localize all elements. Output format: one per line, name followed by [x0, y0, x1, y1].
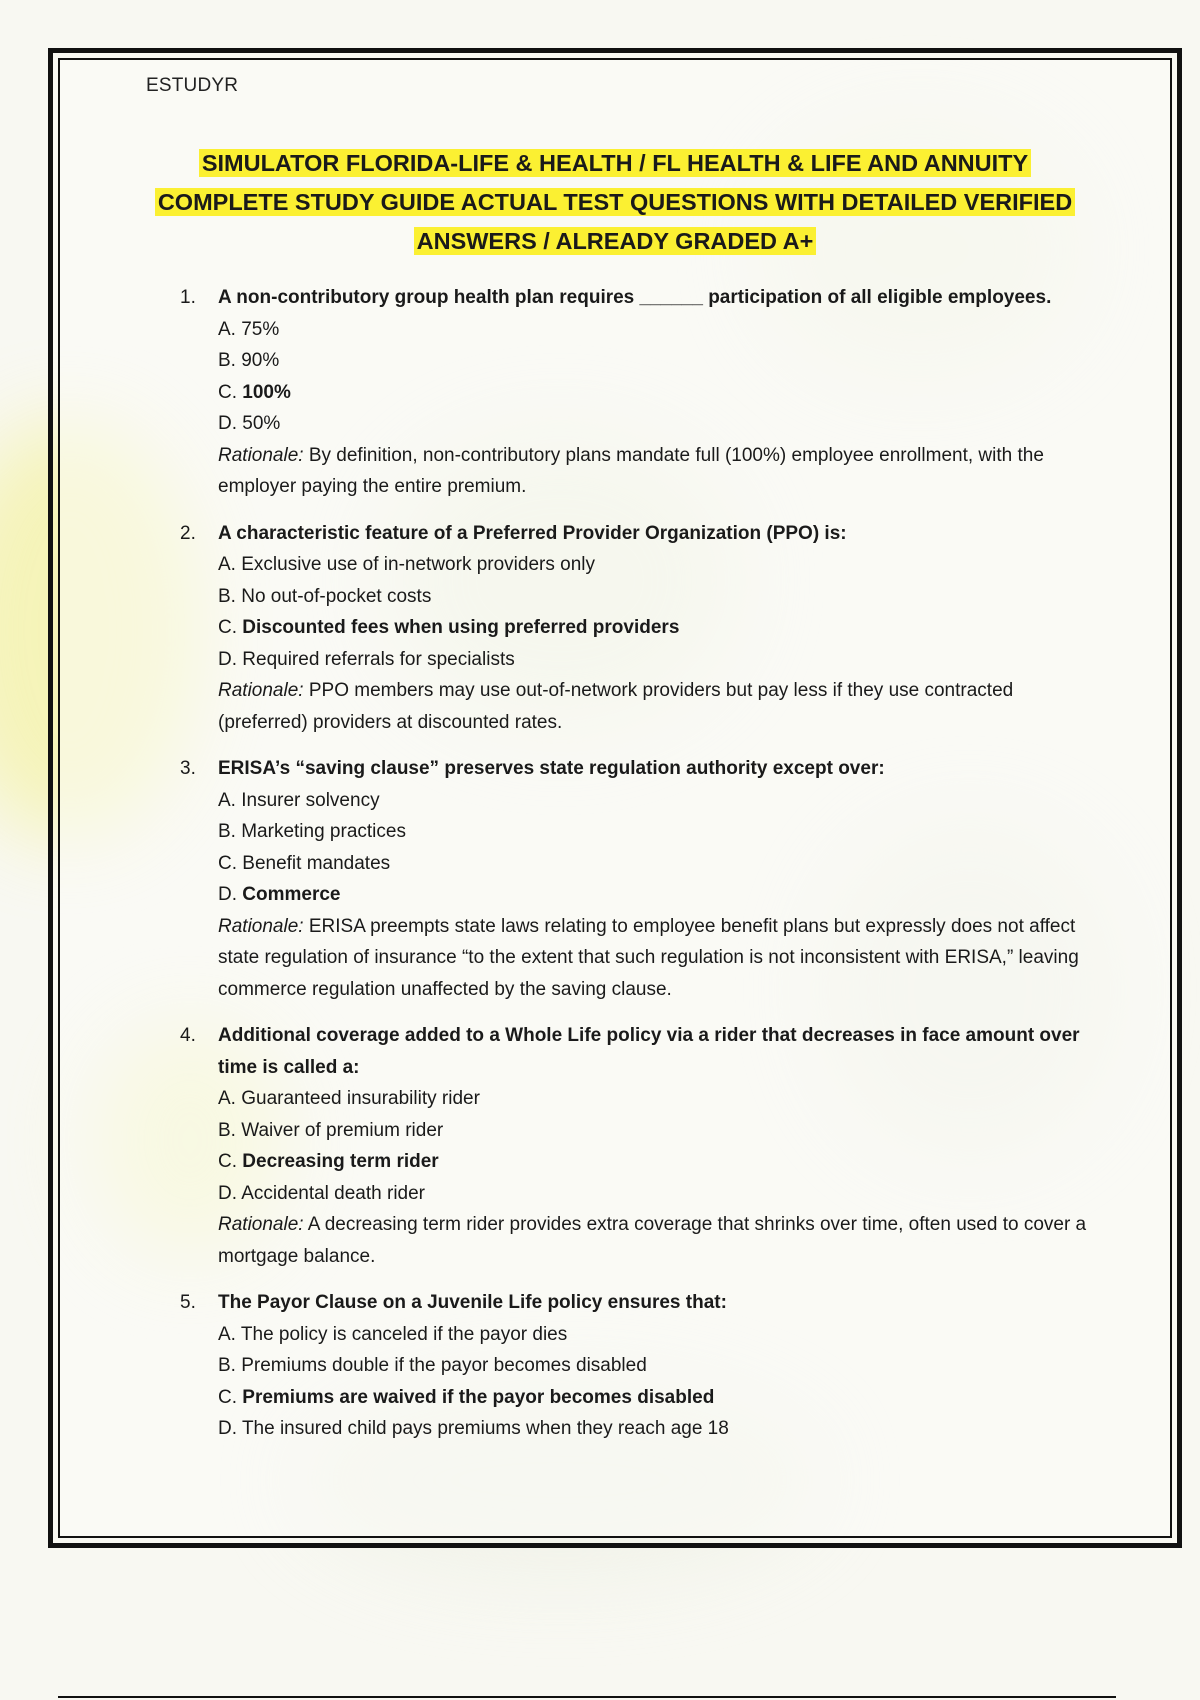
option-letter: D. — [218, 884, 237, 905]
option-letter: C. — [218, 852, 237, 874]
answer-option-a — [218, 1319, 1100, 1351]
brand-label: ESTUDYR — [146, 75, 239, 96]
rationale-label: Rationale: — [218, 444, 304, 466]
option-letter: C. — [218, 1151, 237, 1172]
correct-option-text: Commerce — [242, 884, 341, 905]
answer-option-a — [218, 549, 1100, 581]
option-text: The insured child pays premiums when they reach age 18 — [241, 1418, 729, 1439]
footer-divider — [58, 1696, 1116, 1698]
correct-option-text: Discounted fees when using preferred providers — [242, 617, 680, 638]
title-line-1: SIMULATOR FLORIDA-LIFE & HEALTH / FL HEALTH & LIFE AND ANNUITY — [199, 149, 1031, 177]
option-letter: A. — [218, 789, 236, 811]
option-letter: D. — [218, 648, 237, 670]
option-letter: D. — [218, 1418, 237, 1439]
option-text: Benefit mandates — [242, 852, 391, 874]
question-5 — [180, 1287, 1100, 1445]
title-line-3: ANSWERS / ALREADY GRADED A+ — [414, 227, 817, 255]
rationale-text: PPO members may use out-of-network providers but pay less if they use contracted (preferred) providers at discounted rates. — [218, 680, 1014, 733]
option-text: 50% — [242, 413, 281, 434]
option-letter: C. — [218, 1386, 237, 1408]
answer-option-d — [218, 644, 1100, 676]
question-1 — [180, 282, 1100, 503]
question-text: Additional coverage added to a Whole Life policy via a rider that decreases in face amount over time is called a: — [218, 1025, 1080, 1078]
question-number: 3. — [180, 758, 196, 779]
option-letter: A. — [218, 1088, 236, 1109]
option-letter: A. — [218, 318, 236, 340]
option-text: Exclusive use of in-network providers only — [241, 554, 595, 575]
question-number: 4. — [180, 1025, 196, 1046]
answer-option-a — [218, 785, 1100, 817]
rationale — [218, 911, 1100, 1006]
correct-option-text: Premiums are waived if the payor becomes disabled — [242, 1386, 715, 1408]
option-text: No out-of-pocket costs — [241, 585, 432, 607]
answer-option-b — [218, 1115, 1100, 1147]
rationale-label: Rationale: — [218, 1214, 304, 1235]
answer-option-d — [218, 408, 1100, 440]
option-letter: B. — [218, 1355, 236, 1376]
option-text: Insurer solvency — [241, 789, 380, 811]
option-text: Premiums double if the payor becomes disabled — [241, 1355, 647, 1376]
rationale-text: By definition, non-contributory plans mandate full (100%) employee enrollment, with the employer paying the entire premium. — [218, 444, 1044, 497]
rationale-text: ERISA preempts state laws relating to employee benefit plans but expressly does not affect state regulation of insurance “to the extent that such regulation is not inconsistent with ERISA,” leaving commerce regulation unaffected by the saving clause. — [218, 915, 1079, 1000]
option-letter: A. — [218, 554, 236, 575]
rationale — [218, 440, 1100, 503]
option-text: 90% — [241, 350, 280, 371]
answer-option-d — [218, 879, 1100, 911]
option-text: Marketing practices — [241, 821, 406, 842]
answer-option-b — [218, 581, 1100, 613]
correct-option-text: 100% — [242, 381, 291, 403]
question-number: 1. — [180, 287, 196, 308]
correct-option-text: Decreasing term rider — [242, 1151, 439, 1172]
rationale — [218, 675, 1100, 738]
option-letter: B. — [218, 1119, 236, 1141]
answer-option-a — [218, 1083, 1100, 1115]
question-text: A characteristic feature of a Preferred Provider Organization (PPO) is: — [218, 522, 847, 544]
question-text: A non-contributory group health plan requires ______ participation of all eligible employees. — [218, 287, 1052, 308]
option-text: Guaranteed insurability rider — [241, 1088, 480, 1109]
option-letter: B. — [218, 350, 236, 371]
question-text: The Payor Clause on a Juvenile Life policy ensures that: — [218, 1292, 727, 1313]
question-2 — [180, 518, 1100, 739]
answer-option-c — [218, 1382, 1100, 1414]
rationale-label: Rationale: — [218, 680, 304, 701]
answer-option-b — [218, 816, 1100, 848]
answer-option-c — [218, 848, 1100, 880]
option-text: The policy is canceled if the payor dies — [240, 1323, 568, 1345]
option-letter: A. — [218, 1323, 236, 1345]
rationale — [218, 1209, 1100, 1272]
option-letter: D. — [218, 1182, 237, 1204]
answer-option-d — [218, 1178, 1100, 1210]
question-number: 2. — [180, 522, 196, 544]
rationale-label: Rationale: — [218, 915, 304, 937]
option-text: Waiver of premium rider — [241, 1119, 444, 1141]
answer-option-a — [218, 314, 1100, 346]
option-text: Required referrals for specialists — [242, 648, 515, 670]
option-letter: B. — [218, 585, 236, 607]
question-3 — [180, 753, 1100, 1005]
question-number: 5. — [180, 1292, 196, 1313]
answer-option-b — [218, 345, 1100, 377]
document-title — [120, 144, 1110, 261]
option-letter: D. — [218, 413, 237, 434]
option-letter: C. — [218, 381, 237, 403]
question-list — [180, 282, 1100, 1460]
option-text: Accidental death rider — [241, 1182, 426, 1204]
answer-option-b — [218, 1350, 1100, 1382]
answer-option-d — [218, 1413, 1100, 1445]
question-4 — [180, 1020, 1100, 1272]
rationale-text: A decreasing term rider provides extra coverage that shrinks over time, often used to cover a mortgage balance. — [218, 1214, 1087, 1267]
answer-option-c — [218, 612, 1100, 644]
question-text: ERISA’s “saving clause” preserves state regulation authority except over: — [218, 758, 885, 779]
answer-option-c — [218, 1146, 1100, 1178]
option-letter: C. — [218, 617, 237, 638]
option-letter: B. — [218, 821, 236, 842]
title-line-2: COMPLETE STUDY GUIDE ACTUAL TEST QUESTIONS WITH DETAILED VERIFIED — [155, 188, 1075, 216]
answer-option-c — [218, 377, 1100, 409]
option-text: 75% — [241, 318, 280, 340]
